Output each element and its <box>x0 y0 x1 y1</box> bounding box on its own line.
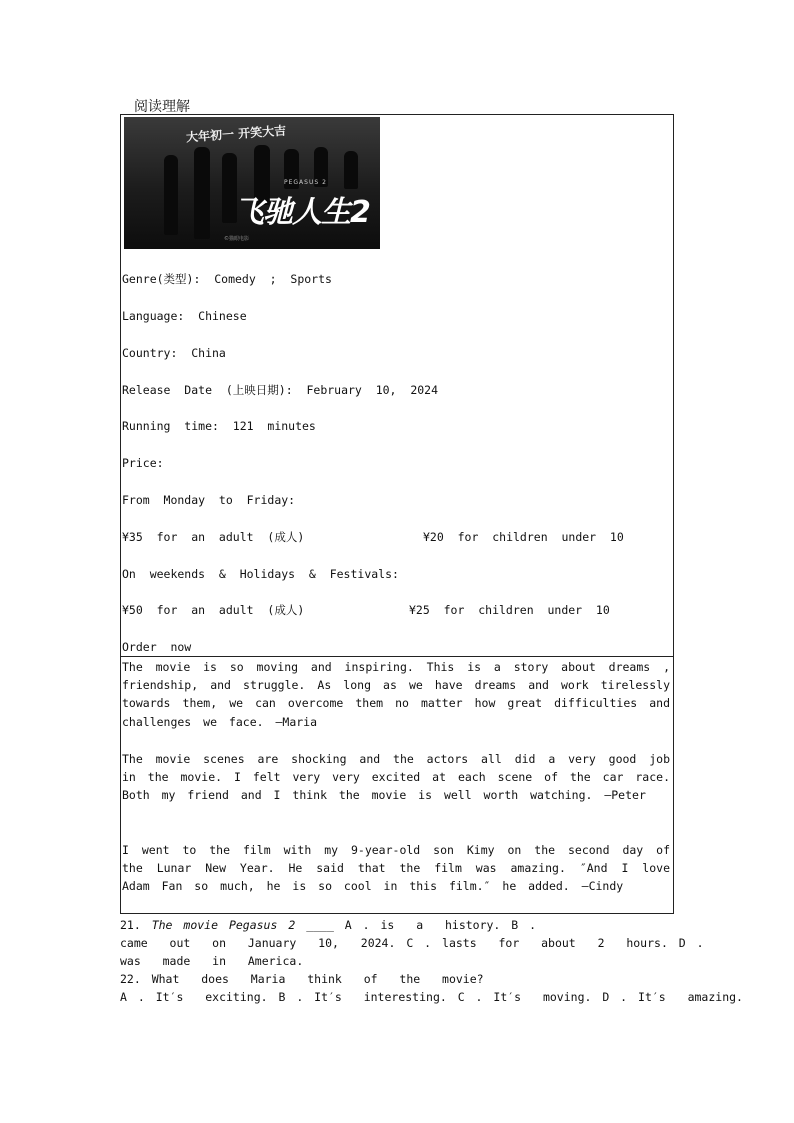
question-21-subject: The movie Pegasus 2 <box>151 918 296 932</box>
poster-banner-text: 大年初一 开笑大吉 <box>185 123 287 145</box>
question-21-number: 21. <box>120 918 152 932</box>
poster-subtitle: PEGASUS 2 <box>284 179 327 186</box>
country-line: Country: China <box>122 346 226 360</box>
question-21-options-a-b: ____ A . is a history. B . <box>295 918 537 932</box>
release-date-line: Release Date (上映日期): February 10, 2024 <box>122 383 439 397</box>
question-21-options-line3: was made in America. <box>120 954 304 968</box>
question-21-options-line2: came out on January 10, 2024. C . lasts for about 2 hours. D . <box>120 936 704 950</box>
language-line: Language: Chinese <box>122 309 247 323</box>
movie-info-box <box>120 114 674 657</box>
weekend-child-price: ¥25 for children under 10 <box>409 603 610 617</box>
weekend-price-label: On weekends & Holidays & Festivals: <box>122 567 399 581</box>
weekend-adult-price: ¥50 for an adult (成人) <box>122 603 305 617</box>
movie-poster-image <box>124 117 380 249</box>
poster-studio: ©猫眼电影 <box>224 236 250 242</box>
running-time-line: Running time: 121 minutes <box>122 419 316 433</box>
review-cindy: I went to the film with my 9-year-old son Kimy on the second day of the Lunar New Year. He said that the film was amazing. ″And I love Adam Fan so much, he is so cool in this film.″ he added. —Cindy <box>122 843 670 894</box>
poster-title: 飞驰人生2 <box>234 195 370 230</box>
reviews-box <box>120 655 674 914</box>
question-22-options: A . It′s exciting. B . It′s interesting. C . It′s moving. D . It′s amazing. <box>120 990 743 1004</box>
genre-line: Genre(类型): Comedy ; Sports <box>122 272 332 286</box>
price-label: Price: <box>122 456 164 470</box>
order-now-link[interactable]: Order now <box>122 640 192 654</box>
question-21 <box>120 916 672 934</box>
weekday-price-label: From Monday to Friday: <box>122 493 296 507</box>
weekday-adult-price: ¥35 for an adult (成人) <box>122 530 305 544</box>
section-heading: 阅读理解 <box>134 99 190 115</box>
weekday-child-price: ¥20 for children under 10 <box>423 530 624 544</box>
question-22: 22. What does Maria think of the movie? <box>120 972 484 986</box>
review-maria: The movie is so moving and inspiring. This is a story about dreams , friendship, and struggle. As long as we have dreams and work tirelessly towards them, we can overcome them no matter how great difficulties and challenges we face. —Maria <box>122 660 670 729</box>
review-peter: The movie scenes are shocking and the actors all did a very good job in the movie. I felt very very excited at each scene of the car race. Both my friend and I think the movie is well worth watching. —Peter <box>122 752 670 803</box>
